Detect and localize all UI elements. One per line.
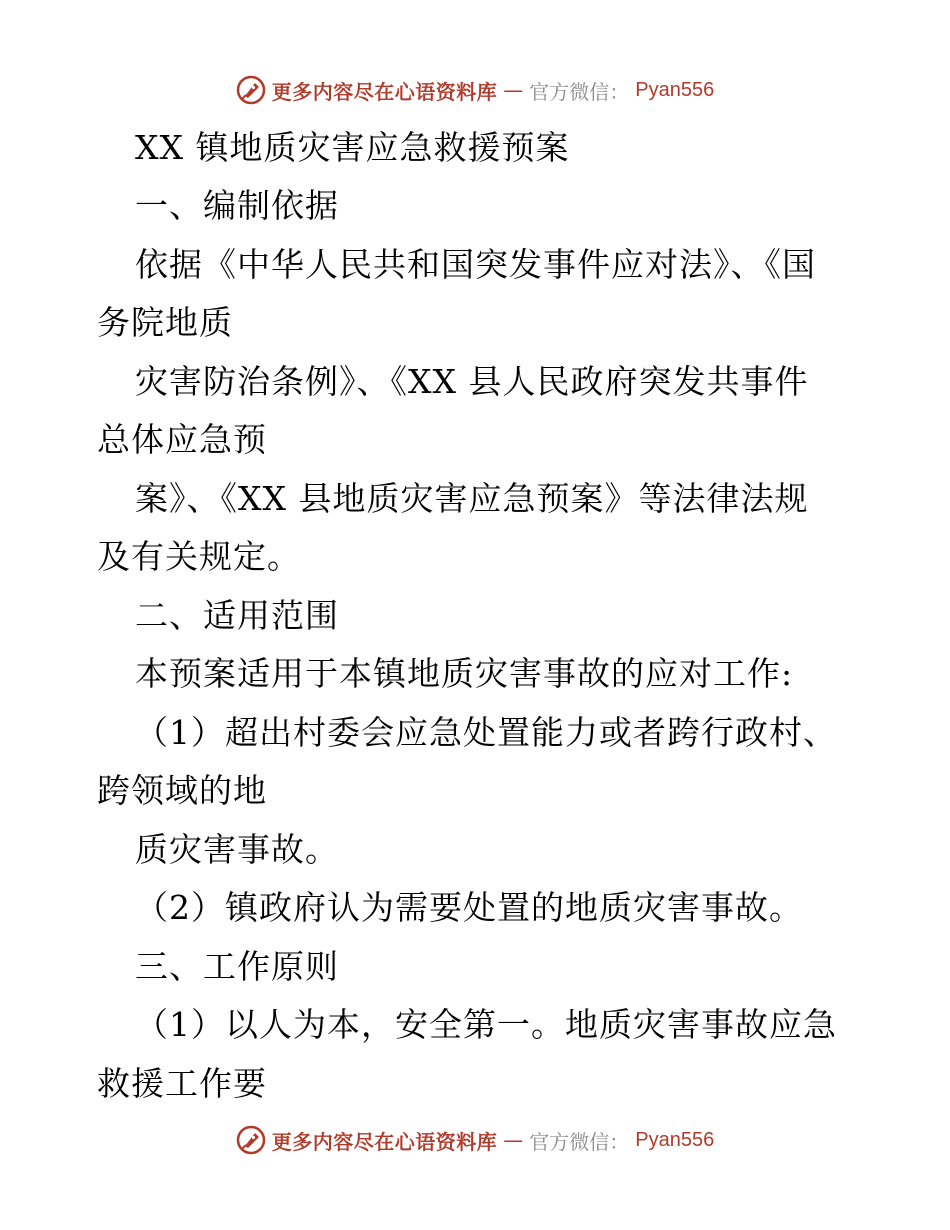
paragraph-line: 案》、《XX 县地质灾害应急预案》等法律法规 bbox=[135, 479, 809, 518]
watermark-separator: — bbox=[503, 78, 524, 102]
paragraph-line: 质灾害事故。 bbox=[135, 830, 339, 869]
paragraph-line: 救援工作要 bbox=[97, 1064, 267, 1103]
watermark-wechat-id: Pyan556 bbox=[635, 78, 715, 101]
section-heading: 一、编制依据 bbox=[135, 186, 339, 225]
watermark-wechat-id: Pyan556 bbox=[635, 1128, 715, 1151]
paragraph-line: （1）超出村委会应急处置能力或者跨行政村、 bbox=[135, 713, 837, 752]
watermark-group bbox=[236, 1125, 714, 1155]
paragraph-line: 依据《中华人民共和国突发事件应对法》、《国 bbox=[135, 245, 816, 284]
footer-watermark bbox=[0, 1122, 950, 1158]
paragraph-line: （1）以人为本，安全第一。地质灾害事故应急 bbox=[135, 1005, 837, 1044]
paragraph-line: 跨领域的地 bbox=[97, 771, 267, 810]
paragraph-line: 本预案适用于本镇地质灾害事故的应对工作: bbox=[135, 654, 794, 693]
pen-nib-icon bbox=[236, 1125, 266, 1155]
paragraph-line: 及有关规定。 bbox=[97, 537, 301, 576]
paragraph-line: 灾害防治条例》、《XX 县人民政府突发共事件 bbox=[135, 362, 809, 401]
paragraph-line: （2）镇政府认为需要处置的地质灾害事故。 bbox=[135, 888, 803, 927]
watermark-separator: — bbox=[503, 1128, 524, 1152]
document-title: XX 镇地质灾害应急救援预案 bbox=[135, 128, 570, 167]
pen-nib-icon bbox=[236, 75, 266, 105]
watermark-group bbox=[236, 75, 714, 105]
watermark-wechat-label: 官方微信： bbox=[529, 1129, 630, 1154]
paragraph-line: 总体应急预 bbox=[97, 420, 267, 459]
watermark-wechat-label: 官方微信： bbox=[529, 79, 630, 104]
paragraph-line: 务院地质 bbox=[97, 303, 233, 342]
watermark-text: 更多内容尽在心语资料库 bbox=[271, 1129, 498, 1154]
header-watermark bbox=[0, 72, 950, 108]
section-heading: 二、适用范围 bbox=[135, 596, 339, 635]
watermark-text: 更多内容尽在心语资料库 bbox=[271, 79, 498, 104]
section-heading: 三、工作原则 bbox=[135, 947, 339, 986]
